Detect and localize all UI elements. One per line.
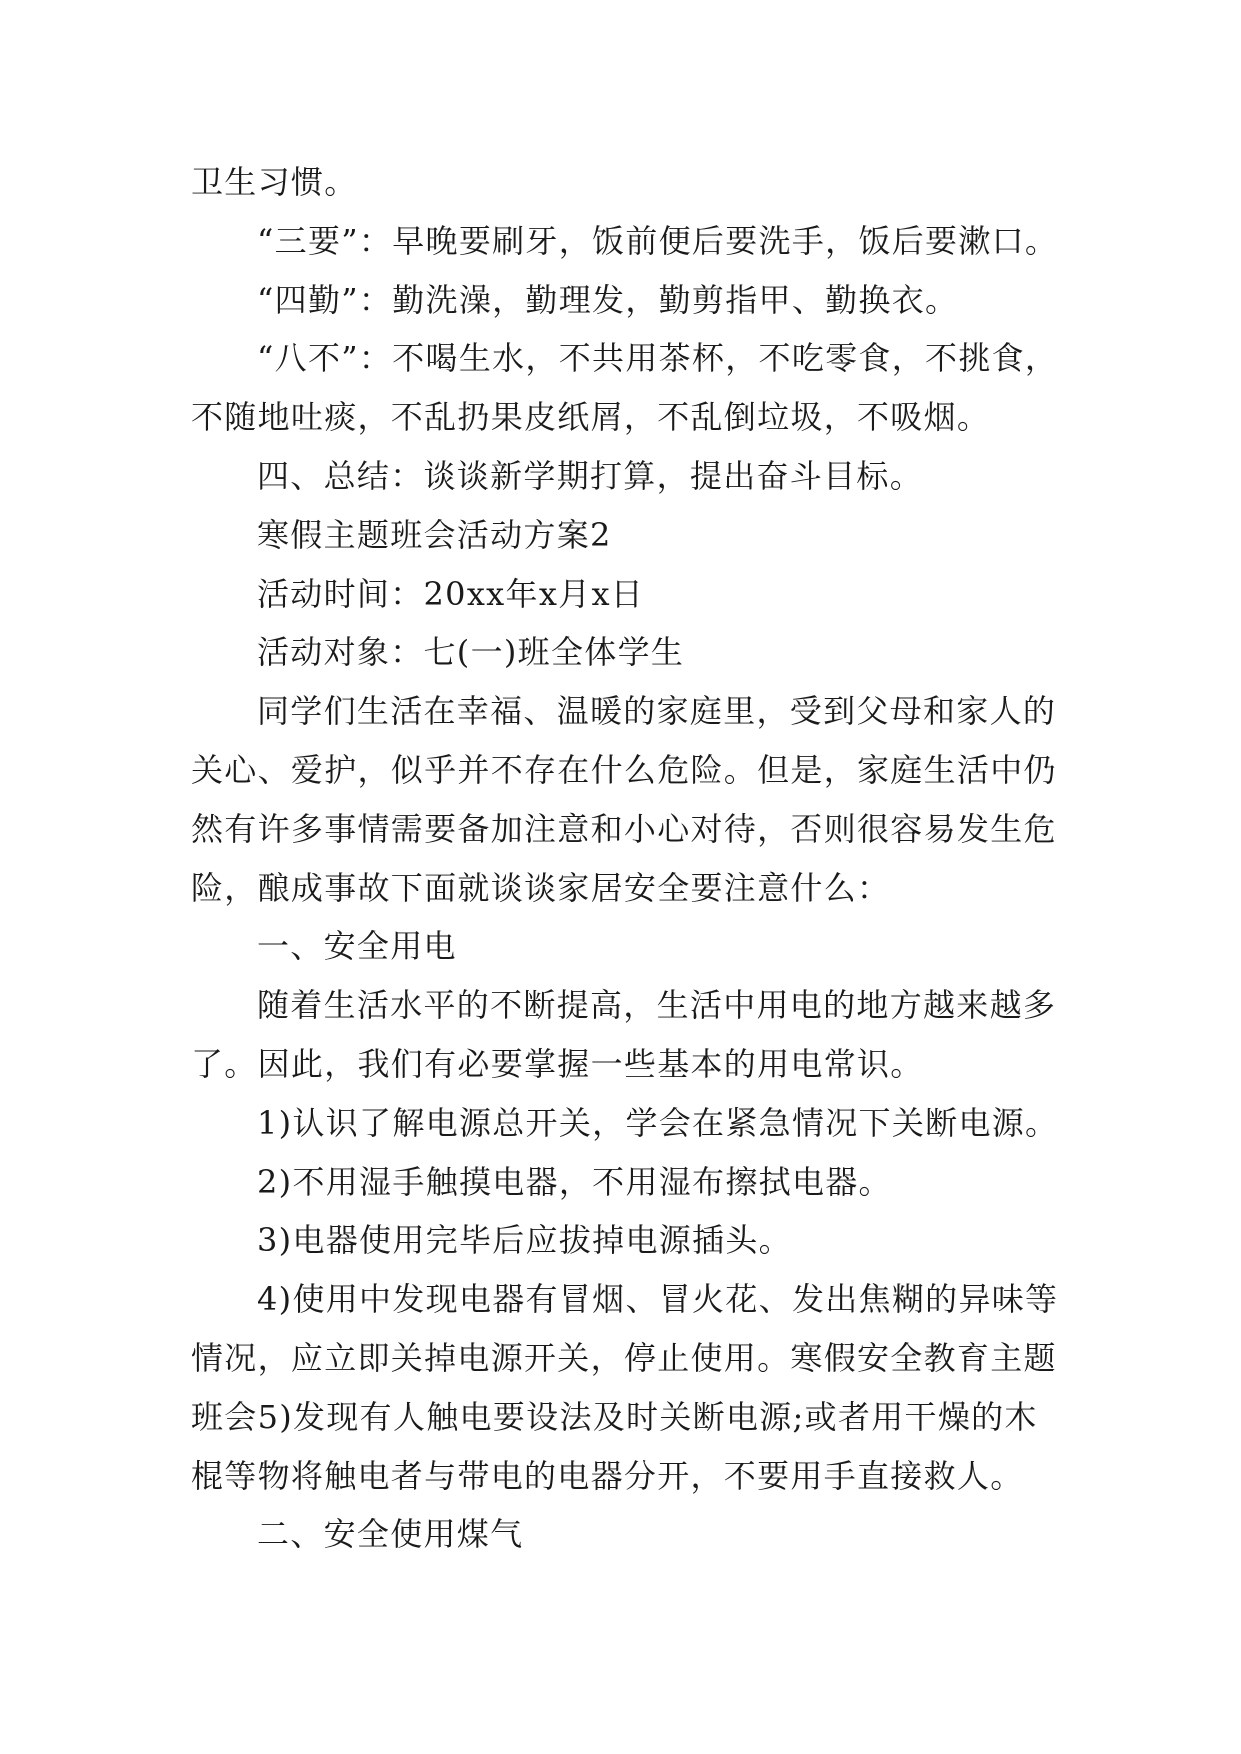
- list-item: 1)认识了解电源总开关，学会在紧急情况下关断电源。: [257, 1103, 1059, 1142]
- document-body: [191, 153, 1091, 1564]
- paragraph-line: 同学们生活在幸福、温暖的家庭里，受到父母和家人的: [257, 692, 1057, 731]
- paragraph-continuation: 棍等物将触电者与带电的电器分开，不要用手直接救人。: [191, 1456, 1024, 1495]
- list-item: 3)电器使用完毕后应拔掉电源插头。: [257, 1221, 792, 1260]
- paragraph-continuation: 不随地吐痰，不乱扔果皮纸屑，不乱倒垃圾，不吸烟。: [191, 398, 991, 437]
- list-item: 2)不用湿手触摸电器，不用湿布擦拭电器。: [257, 1162, 892, 1201]
- paragraph-continuation: 然有许多事情需要备加注意和小心对待，否则很容易发生危: [191, 809, 1057, 848]
- paragraph-continuation: 险，酿成事故下面就谈谈家居安全要注意什么：: [191, 868, 891, 907]
- section-heading: 一、安全用电: [257, 927, 457, 966]
- list-item: 4)使用中发现电器有冒烟、冒火花、发出焦糊的异味等: [257, 1280, 1059, 1319]
- paragraph-continuation: 卫生习惯。: [191, 163, 358, 201]
- paragraph-continuation: 关心、爱护，似乎并不存在什么危险。但是，家庭生活中仍: [191, 750, 1057, 789]
- activity-target: 活动对象：七(一)班全体学生: [257, 633, 685, 672]
- list-item: “八不”：不喝生水，不共用茶杯，不吃零食，不挑食，: [257, 339, 1059, 378]
- list-item: “三要”：早晚要刷牙，饭前便后要洗手，饭后要漱口。: [257, 221, 1059, 260]
- section-heading: 二、安全使用煤气: [257, 1515, 524, 1554]
- document-title: 寒假主题班会活动方案2: [257, 515, 612, 554]
- paragraph-continuation: 班会5)发现有人触电要设法及时关断电源;或者用干燥的木: [191, 1397, 1038, 1436]
- activity-time: 活动时间：20xx年x月x日: [257, 574, 645, 613]
- paragraph-line: 随着生活水平的不断提高，生活中用电的地方越来越多: [257, 986, 1057, 1025]
- list-item: “四勤”：勤洗澡，勤理发，勤剪指甲、勤换衣。: [257, 280, 959, 319]
- paragraph-continuation: 了。因此，我们有必要掌握一些基本的用电常识。: [191, 1044, 924, 1083]
- paragraph-continuation: 情况，应立即关掉电源开关，停止使用。寒假安全教育主题: [191, 1338, 1057, 1377]
- section-heading: 四、总结：谈谈新学期打算，提出奋斗目标。: [257, 456, 924, 495]
